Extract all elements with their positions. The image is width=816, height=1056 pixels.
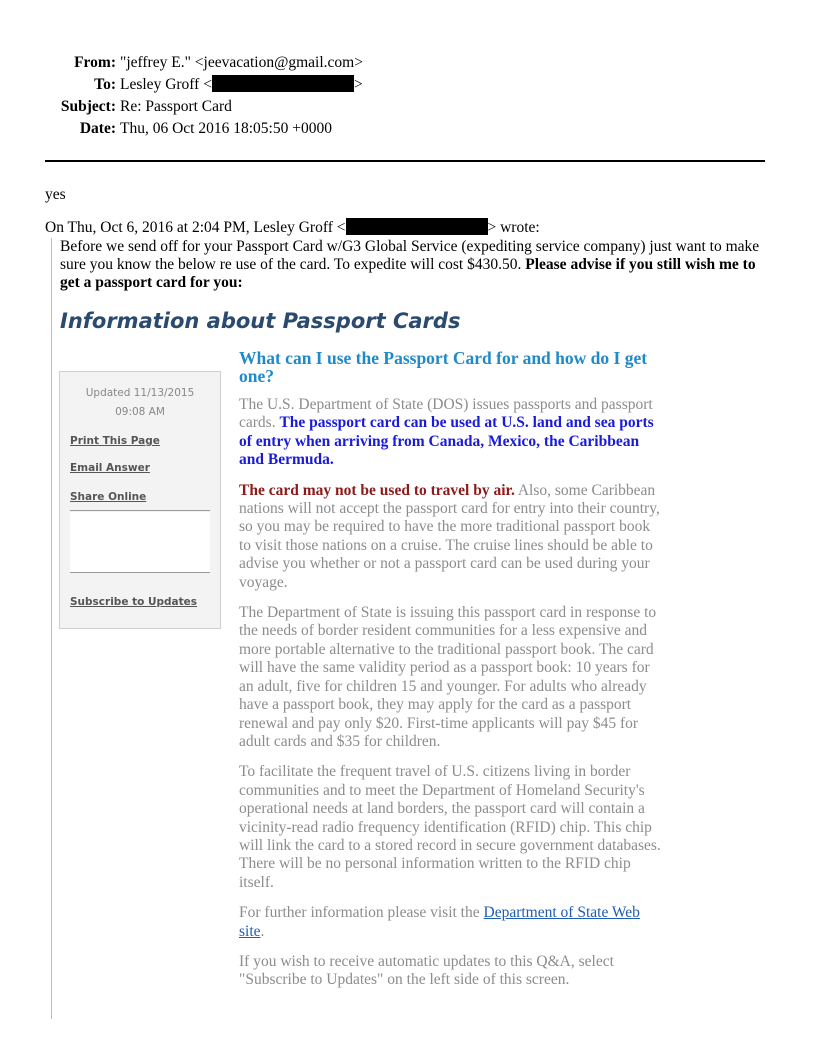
subject-row [0,96,420,118]
paragraph-2 [239,482,661,592]
redacted-email [212,75,354,92]
updated-stamp [60,384,220,422]
subject-value: Re: Passport Card [120,98,232,115]
p5-end: . [260,922,265,940]
share-divider-bottom [70,572,210,573]
question-heading: What can I use the Passport Card for and how do I get one? [239,348,648,386]
share-divider-top [70,510,210,511]
sidebar-panel [59,371,221,629]
header-divider [45,160,765,162]
paragraph-5 [239,904,661,941]
share-widget-area [70,512,210,572]
quote-body-text: Before we send off for your Passport Card w/G3 Global Service (expediting service company) just want to make sure you know the below re use of the card. To expedite will cost $430.50. [60,238,760,273]
paragraph-4: To facilitate the frequent travel of U.S. citizens living in border communities and to meet the Department of Homeland Security's operational needs at land borders, the passport card will contain a vicinity-read radio frequency identification (RFID) chip. This chip will link the card to a stored record in secure government databases. There will be no personal information written to the RFID chip itself. [239,763,661,891]
quoted-message [60,238,760,292]
from-value: "jeffrey E." <jeevacation@gmail.com> [120,54,363,71]
quote-attribution [45,218,540,238]
to-row [0,74,420,96]
date-value: Thu, 06 Oct 2016 18:05:50 +0000 [120,120,332,137]
quote-bar [51,238,52,1019]
email-answer-link[interactable]: Email Answer [70,462,150,474]
article [239,349,661,1002]
p5-text: For further information please visit the [239,904,484,922]
paragraph-6: If you wish to receive automatic updates to this Q&A, select "Subscribe to Updates" on the left side of this screen. [239,952,614,989]
info-title: Information about Passport Cards [60,309,461,333]
to-value [120,74,363,96]
reply-text: yes [45,186,66,203]
p1-text: The U.S. Department of State (DOS) issues passports and passport cards. [239,396,653,432]
quote-intro-text: On Thu, Oct 6, 2016 at 2:04 PM, Lesley Groff < [45,219,346,236]
redacted-email [346,218,488,235]
paragraph-3: The Department of State is issuing this passport card in response to the needs of border resident communities for a less expensive and more portable alternative to the traditional passport book. The card will have the same validity period as a passport book: 10 years for an adult, five for children 15 and younger. For adults who already have a passport book, they may apply for the card as a passport renewal and pay only $20. First-time applicants will pay $45 for adult cards and $35 for children. [239,604,657,750]
from-row [0,52,420,74]
subscribe-updates-link[interactable]: Subscribe to Updates [70,596,198,608]
date-row [0,118,420,140]
to-name: Lesley Groff < [120,76,212,93]
subject-label: Subject: [60,98,116,115]
updated-date: Updated 11/13/2015 [85,387,195,399]
date-label: Date: [79,120,116,137]
quote-intro-suffix: > wrote: [487,219,540,236]
p1-highlight: The passport card can be used at U.S. land and sea ports of entry when arriving from Canada, Mexico, the Caribbean and Bermuda. [239,414,654,469]
to-close: > [353,76,363,93]
p2-text: Also, some Caribbean nations will not accept the passport card for entry into their country, so you may be required to have the more traditional passport book to visit those nations on a cruise. The cruise lines should be able to advise you whether or not a passport card can be used during your voyage. [239,481,660,591]
state-dept-link[interactable]: Department of State Web site [239,904,640,940]
from-label: From: [74,54,116,71]
updated-time: 09:08 AM [115,406,165,418]
quote-body-request: Please advise if you still wish me to get a passport card for you: [60,256,756,291]
share-online-link[interactable]: Share Online [70,491,147,503]
p2-warning: The card may not be used to travel by air. [239,481,515,499]
email-header [0,52,420,140]
print-page-link[interactable]: Print This Page [70,435,160,447]
to-label: To: [94,76,116,93]
paragraph-1 [239,396,661,470]
